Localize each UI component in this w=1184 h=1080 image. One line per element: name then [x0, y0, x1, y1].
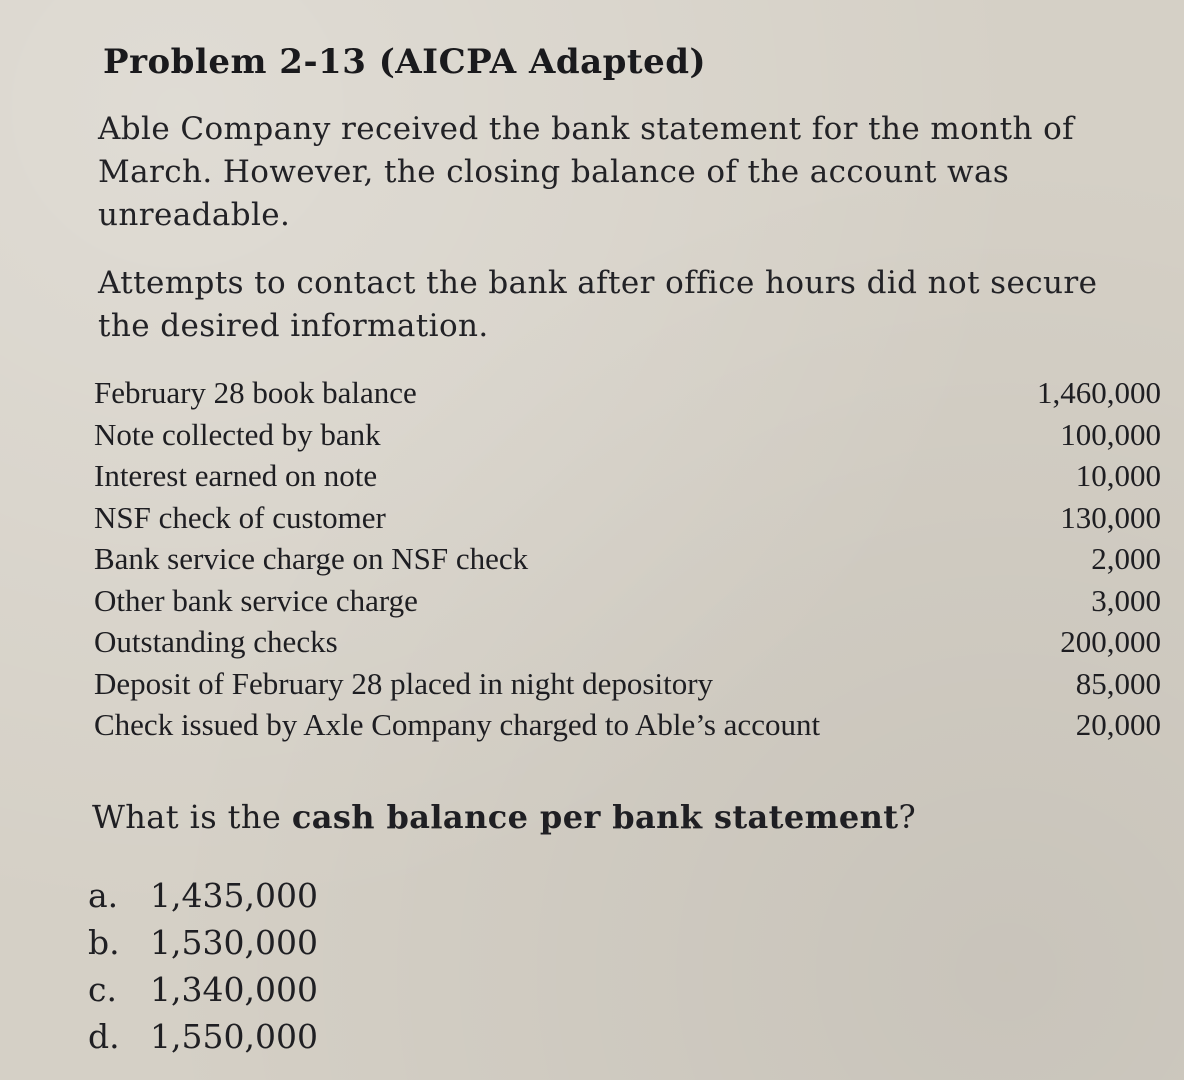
- choice-b[interactable]: [88, 919, 318, 966]
- list-item: [94, 663, 1169, 705]
- question-emphasis: cash balance per bank statement: [291, 798, 899, 836]
- list-item: [94, 372, 1169, 414]
- question-suffix: ?: [898, 798, 917, 836]
- choice-letter: d.: [88, 1017, 120, 1056]
- list-item: [94, 538, 1169, 580]
- intro-paragraph: Able Company received the bank statement for the month of March. However, the closing balance of the account was unreadable.: [98, 111, 1075, 233]
- choice-letter: a.: [88, 876, 119, 915]
- choice-a[interactable]: [88, 872, 318, 919]
- list-item: [94, 497, 1169, 539]
- question-text: [92, 798, 916, 836]
- choice-d[interactable]: [88, 1013, 318, 1060]
- data-list: [94, 372, 1169, 746]
- item-amount: 100,000: [1060, 416, 1161, 452]
- choice-value: 1,530,000: [150, 923, 318, 962]
- problem-title: Problem 2-13 (AICPA Adapted): [103, 42, 707, 82]
- list-item: [94, 621, 1169, 663]
- item-label: NSF check of customer: [94, 499, 386, 535]
- question-prefix: What is the: [92, 798, 292, 836]
- choice-letter: c.: [88, 970, 117, 1009]
- item-label: Check issued by Axle Company charged to Able’s account: [94, 707, 821, 742]
- item-label: Other bank service charge: [94, 582, 418, 618]
- item-amount: 85,000: [1075, 665, 1161, 701]
- item-label: Bank service charge on NSF check: [94, 541, 529, 576]
- answer-choices: [88, 872, 318, 1060]
- item-amount: 10,000: [1075, 458, 1161, 493]
- item-amount: 130,000: [1060, 499, 1161, 535]
- item-label: Outstanding checks: [94, 624, 338, 659]
- choice-value: 1,435,000: [150, 876, 318, 915]
- item-amount: 200,000: [1060, 624, 1161, 659]
- choice-value: 1,340,000: [150, 970, 318, 1009]
- context-paragraph: Attempts to contact the bank after office hours did not secure the desired information.: [98, 265, 1098, 344]
- item-amount: 20,000: [1075, 707, 1161, 742]
- list-item: [94, 455, 1169, 497]
- choice-letter: b.: [88, 923, 120, 962]
- item-label: February 28 book balance: [94, 375, 417, 410]
- item-amount: 2,000: [1091, 541, 1161, 576]
- list-item: [94, 414, 1169, 456]
- item-amount: 3,000: [1091, 582, 1161, 618]
- list-item: [94, 704, 1169, 746]
- item-label: Interest earned on note: [94, 458, 378, 493]
- item-amount: 1,460,000: [1037, 375, 1161, 410]
- list-item: [94, 580, 1169, 622]
- choice-value: 1,550,000: [150, 1017, 318, 1056]
- choice-c[interactable]: [88, 966, 318, 1013]
- item-label: Note collected by bank: [94, 416, 381, 452]
- item-label: Deposit of February 28 placed in night depository: [94, 665, 714, 701]
